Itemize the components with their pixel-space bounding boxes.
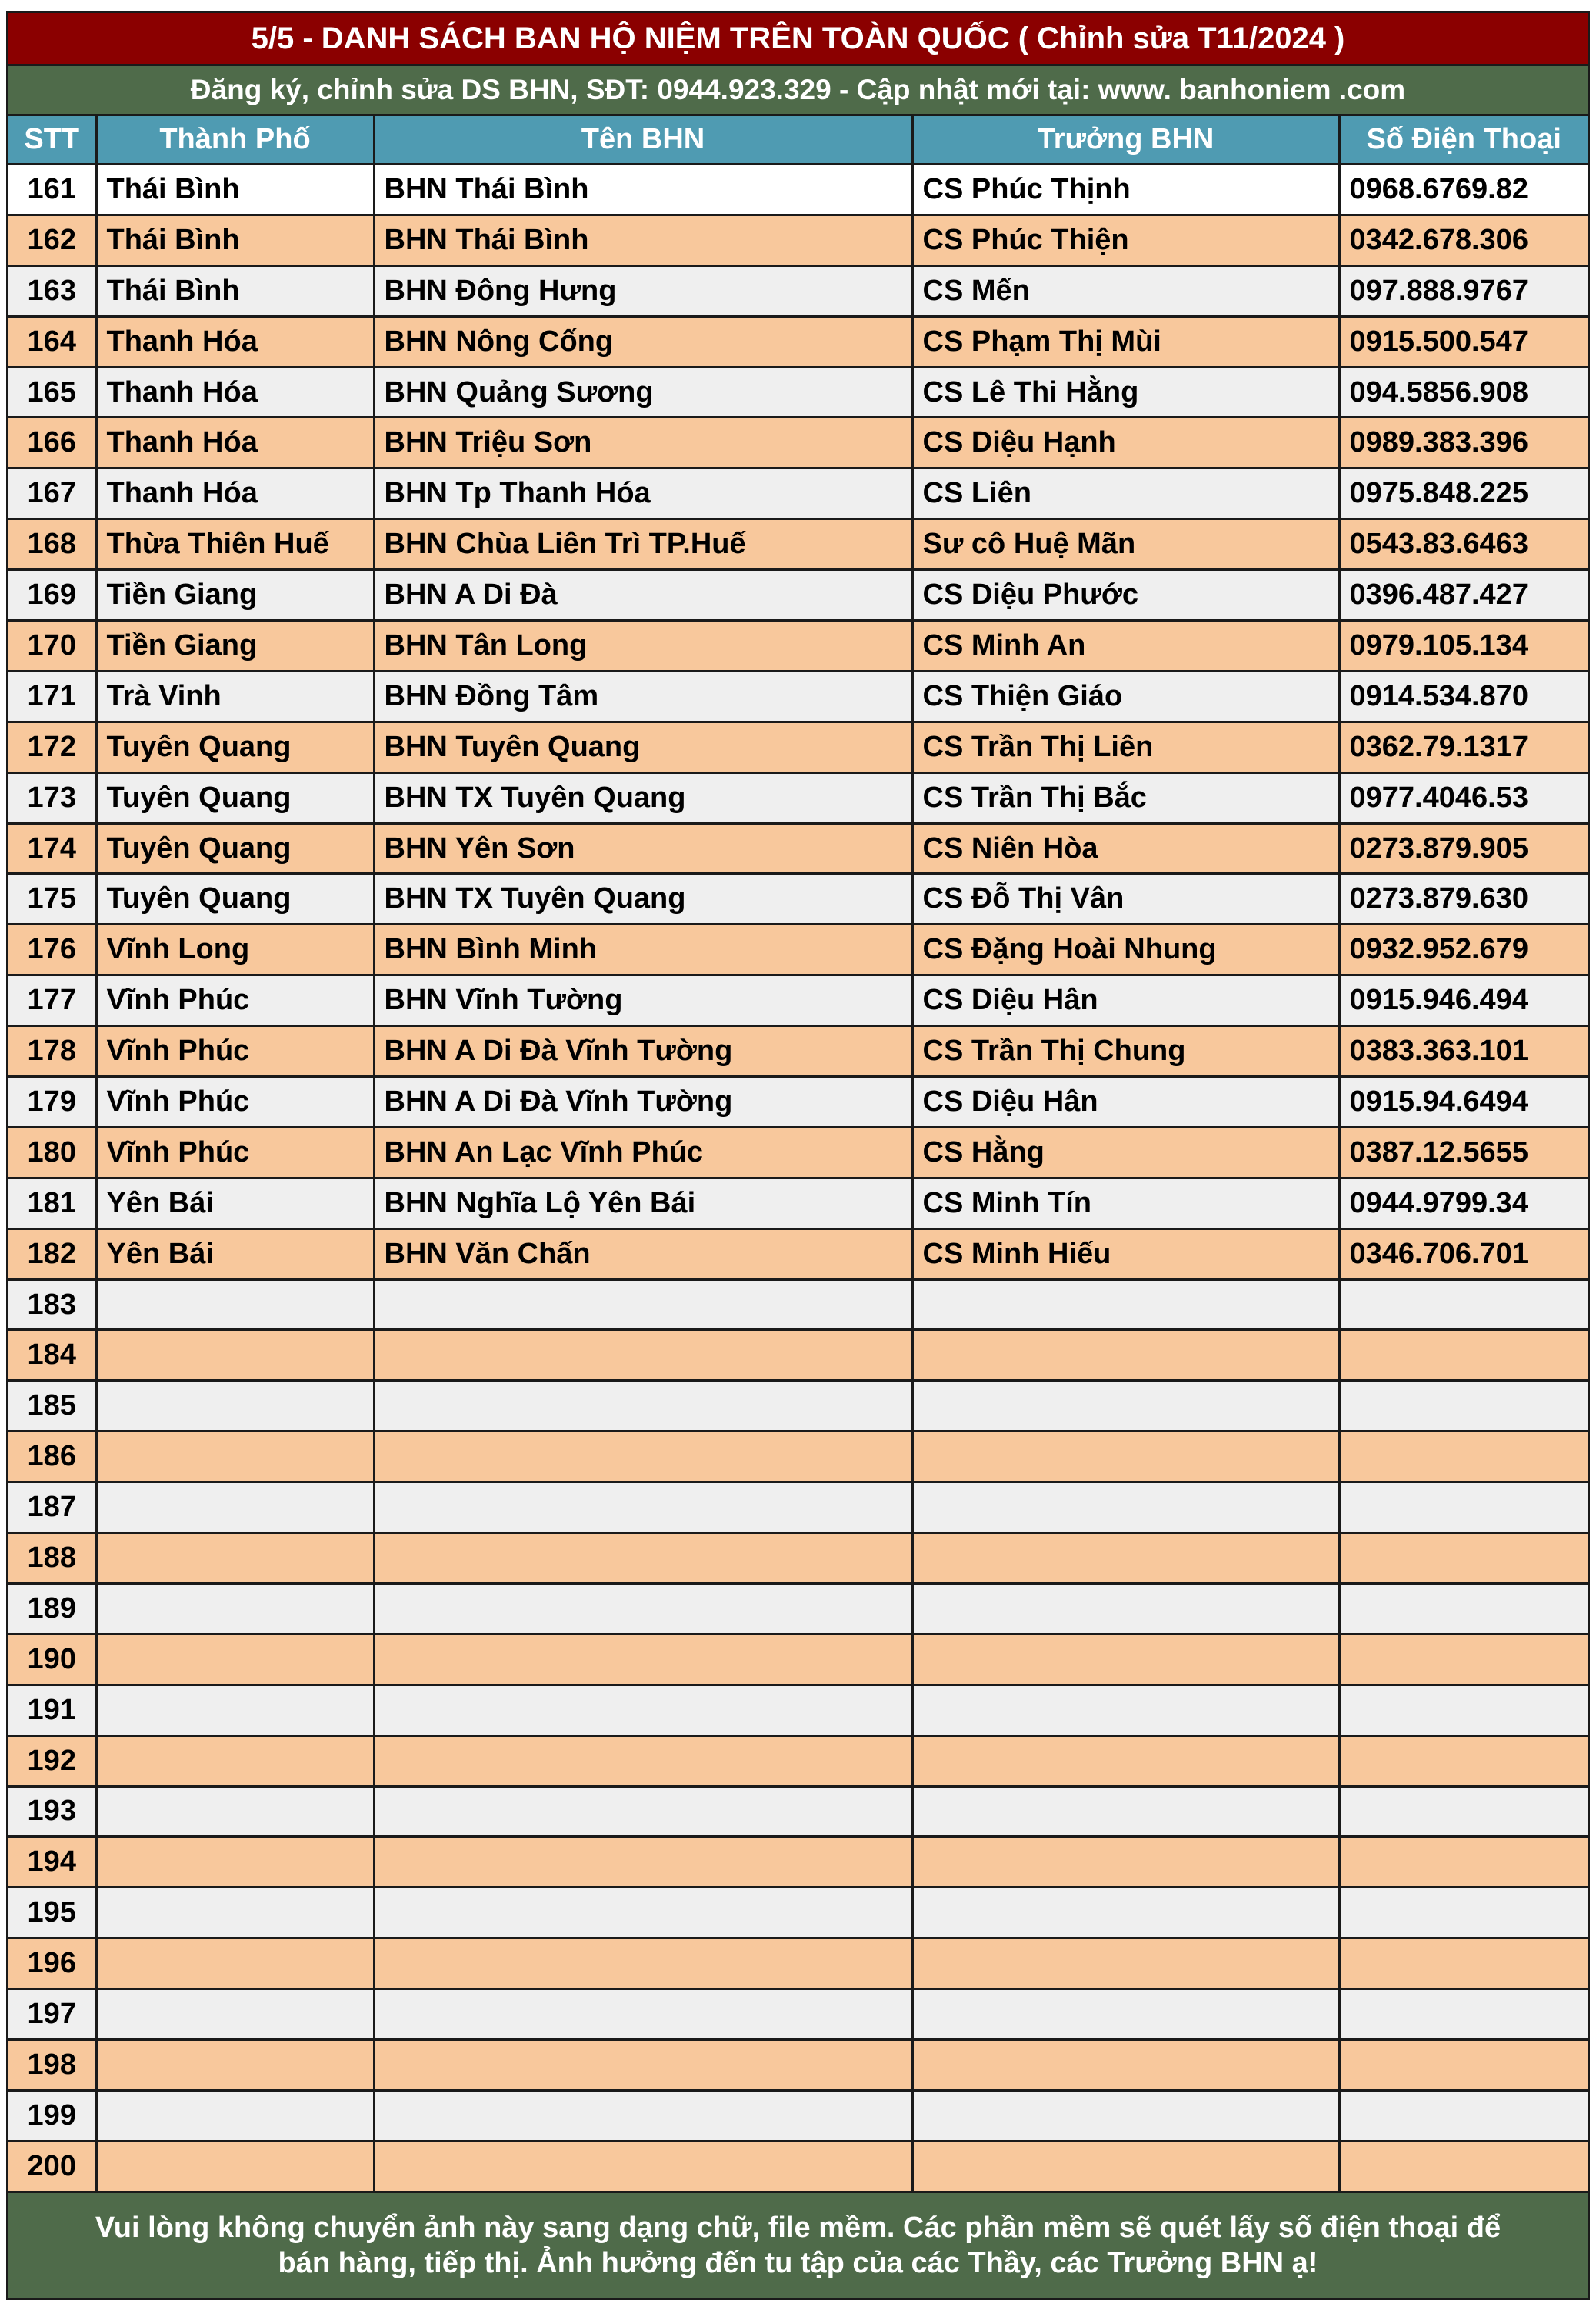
cell-leader xyxy=(912,1381,1339,1432)
cell-phone: 0977.4046.53 xyxy=(1339,772,1588,823)
column-header-phone: Số Điện Thoại xyxy=(1339,116,1588,165)
cell-phone: 0932.952.679 xyxy=(1339,925,1588,975)
table-row xyxy=(8,265,1588,316)
cell-phone xyxy=(1339,1634,1588,1685)
cell-stt: 167 xyxy=(8,468,96,519)
cell-city xyxy=(96,1583,374,1634)
cell-bhn-name: BHN Đồng Tâm xyxy=(374,671,912,722)
table-row xyxy=(8,1837,1588,1888)
cell-bhn-name: BHN Văn Chấn xyxy=(374,1228,912,1279)
cell-leader: CS Minh Tín xyxy=(912,1178,1339,1228)
cell-city xyxy=(96,1330,374,1381)
cell-phone xyxy=(1339,1482,1588,1533)
cell-bhn-name xyxy=(374,1330,912,1381)
cell-city xyxy=(96,1533,374,1584)
table-row xyxy=(8,2039,1588,2090)
cell-bhn-name xyxy=(374,2039,912,2090)
cell-leader: CS Trần Thị Bắc xyxy=(912,772,1339,823)
cell-bhn-name: BHN A Di Đà Vĩnh Tường xyxy=(374,1026,912,1077)
cell-city: Vĩnh Phúc xyxy=(96,975,374,1026)
table-row xyxy=(8,316,1588,367)
column-header-city: Thành Phố xyxy=(96,116,374,165)
cell-stt: 163 xyxy=(8,265,96,316)
cell-leader: CS Diệu Hân xyxy=(912,1077,1339,1128)
cell-phone xyxy=(1339,1938,1588,1989)
table-row xyxy=(8,1685,1588,1735)
cell-stt: 168 xyxy=(8,519,96,570)
cell-bhn-name xyxy=(374,1685,912,1735)
cell-phone: 0944.9799.34 xyxy=(1339,1178,1588,1228)
cell-bhn-name: BHN Nghĩa Lộ Yên Bái xyxy=(374,1178,912,1228)
cell-phone xyxy=(1339,1888,1588,1938)
cell-leader xyxy=(912,1989,1339,2040)
cell-bhn-name: BHN TX Tuyên Quang xyxy=(374,772,912,823)
cell-city xyxy=(96,1634,374,1685)
cell-bhn-name xyxy=(374,2090,912,2141)
cell-bhn-name: BHN Bình Minh xyxy=(374,925,912,975)
cell-bhn-name: BHN Yên Sơn xyxy=(374,823,912,874)
cell-leader: CS Minh Hiếu xyxy=(912,1228,1339,1279)
cell-stt: 166 xyxy=(8,418,96,468)
cell-city: Thừa Thiên Huế xyxy=(96,519,374,570)
cell-bhn-name xyxy=(374,1432,912,1482)
cell-bhn-name: BHN Vĩnh Tường xyxy=(374,975,912,1026)
cell-city: Tuyên Quang xyxy=(96,823,374,874)
cell-phone: 0915.94.6494 xyxy=(1339,1077,1588,1128)
cell-bhn-name: BHN Thái Bình xyxy=(374,215,912,265)
cell-stt: 177 xyxy=(8,975,96,1026)
cell-stt: 170 xyxy=(8,621,96,672)
cell-phone: 0979.105.134 xyxy=(1339,621,1588,672)
cell-leader xyxy=(912,1533,1339,1584)
cell-leader: CS Diệu Hạnh xyxy=(912,418,1339,468)
table-row xyxy=(8,1432,1588,1482)
cell-phone xyxy=(1339,1583,1588,1634)
table-row xyxy=(8,1634,1588,1685)
footer-notice xyxy=(8,2193,1588,2298)
table-row xyxy=(8,1482,1588,1533)
cell-phone xyxy=(1339,2090,1588,2141)
cell-phone xyxy=(1339,1279,1588,1330)
table-row xyxy=(8,1989,1588,2040)
cell-city xyxy=(96,1735,374,1786)
cell-bhn-name: BHN Tuyên Quang xyxy=(374,722,912,772)
table-row xyxy=(8,823,1588,874)
cell-phone xyxy=(1339,1989,1588,2040)
table-row xyxy=(8,621,1588,672)
cell-phone: 0273.879.630 xyxy=(1339,874,1588,925)
cell-stt: 189 xyxy=(8,1583,96,1634)
cell-leader xyxy=(912,1888,1339,1938)
table-row xyxy=(8,1026,1588,1077)
cell-bhn-name xyxy=(374,1533,912,1584)
cell-city xyxy=(96,1837,374,1888)
cell-leader xyxy=(912,2141,1339,2192)
table-row xyxy=(8,1888,1588,1938)
cell-stt: 194 xyxy=(8,1837,96,1888)
cell-leader xyxy=(912,1938,1339,1989)
cell-bhn-name: BHN Thái Bình xyxy=(374,165,912,215)
cell-leader: CS Phạm Thị Mùi xyxy=(912,316,1339,367)
cell-city: Thanh Hóa xyxy=(96,418,374,468)
cell-city: Yên Bái xyxy=(96,1178,374,1228)
cell-phone: 0915.946.494 xyxy=(1339,975,1588,1026)
cell-stt: 176 xyxy=(8,925,96,975)
table-row xyxy=(8,1077,1588,1128)
table-row xyxy=(8,874,1588,925)
cell-city: Thái Bình xyxy=(96,215,374,265)
cell-bhn-name: BHN TX Tuyên Quang xyxy=(374,874,912,925)
cell-bhn-name xyxy=(374,1583,912,1634)
cell-city: Vĩnh Phúc xyxy=(96,1127,374,1178)
cell-phone: 0975.848.225 xyxy=(1339,468,1588,519)
cell-phone: 0383.363.101 xyxy=(1339,1026,1588,1077)
cell-stt: 190 xyxy=(8,1634,96,1685)
cell-city xyxy=(96,1432,374,1482)
cell-leader xyxy=(912,1634,1339,1685)
cell-city: Thanh Hóa xyxy=(96,468,374,519)
cell-phone xyxy=(1339,2141,1588,2192)
cell-leader xyxy=(912,2090,1339,2141)
cell-stt: 191 xyxy=(8,1685,96,1735)
table-row xyxy=(8,1583,1588,1634)
cell-stt: 161 xyxy=(8,165,96,215)
cell-stt: 185 xyxy=(8,1381,96,1432)
cell-bhn-name: BHN Nông Cống xyxy=(374,316,912,367)
cell-leader xyxy=(912,1735,1339,1786)
cell-bhn-name: BHN An Lạc Vĩnh Phúc xyxy=(374,1127,912,1178)
table-row xyxy=(8,772,1588,823)
cell-bhn-name xyxy=(374,1381,912,1432)
table-row xyxy=(8,671,1588,722)
footer-line-2: bán hàng, tiếp thị. Ảnh hưởng đến tu tập của các Thầy, các Trưởng BHN ạ! xyxy=(278,2246,1318,2279)
cell-stt: 187 xyxy=(8,1482,96,1533)
cell-leader xyxy=(912,2039,1339,2090)
table-row xyxy=(8,367,1588,418)
table-row xyxy=(8,1938,1588,1989)
cell-city: Tuyên Quang xyxy=(96,874,374,925)
cell-phone xyxy=(1339,1330,1588,1381)
cell-phone xyxy=(1339,2039,1588,2090)
cell-phone: 0387.12.5655 xyxy=(1339,1127,1588,1178)
cell-phone xyxy=(1339,1786,1588,1837)
cell-city xyxy=(96,1938,374,1989)
cell-city xyxy=(96,1786,374,1837)
cell-leader: CS Phúc Thịnh xyxy=(912,165,1339,215)
cell-leader xyxy=(912,1837,1339,1888)
cell-leader: CS Thiện Giáo xyxy=(912,671,1339,722)
cell-city xyxy=(96,2090,374,2141)
table-row xyxy=(8,1735,1588,1786)
cell-stt: 184 xyxy=(8,1330,96,1381)
cell-phone xyxy=(1339,1381,1588,1432)
cell-stt: 183 xyxy=(8,1279,96,1330)
cell-bhn-name: BHN A Di Đà Vĩnh Tường xyxy=(374,1077,912,1128)
cell-bhn-name xyxy=(374,1837,912,1888)
cell-leader xyxy=(912,1432,1339,1482)
cell-stt: 174 xyxy=(8,823,96,874)
table-row xyxy=(8,1330,1588,1381)
cell-bhn-name xyxy=(374,1634,912,1685)
cell-stt: 171 xyxy=(8,671,96,722)
footer-line-1: Vui lòng không chuyển ảnh này sang dạng chữ, file mềm. Các phần mềm sẽ quét lấy số điện thoại để xyxy=(95,2211,1501,2244)
table-row xyxy=(8,2141,1588,2192)
cell-phone: 0342.678.306 xyxy=(1339,215,1588,265)
cell-bhn-name: BHN Chùa Liên Trì TP.Huế xyxy=(374,519,912,570)
table-row xyxy=(8,1279,1588,1330)
cell-bhn-name xyxy=(374,1786,912,1837)
cell-stt: 173 xyxy=(8,772,96,823)
cell-stt: 195 xyxy=(8,1888,96,1938)
cell-leader: CS Đặng Hoài Nhung xyxy=(912,925,1339,975)
column-header-leader: Trưởng BHN xyxy=(912,116,1339,165)
cell-bhn-name: BHN A Di Đà xyxy=(374,570,912,621)
cell-phone: 0273.879.905 xyxy=(1339,823,1588,874)
cell-leader: CS Mến xyxy=(912,265,1339,316)
cell-leader xyxy=(912,1482,1339,1533)
cell-phone xyxy=(1339,1533,1588,1584)
table-row xyxy=(8,570,1588,621)
cell-phone: 097.888.9767 xyxy=(1339,265,1588,316)
cell-leader xyxy=(912,1786,1339,1837)
cell-leader: CS Hằng xyxy=(912,1127,1339,1178)
cell-stt: 178 xyxy=(8,1026,96,1077)
cell-stt: 200 xyxy=(8,2141,96,2192)
cell-bhn-name: BHN Đông Hưng xyxy=(374,265,912,316)
table-row xyxy=(8,1533,1588,1584)
column-header-name: Tên BHN xyxy=(374,116,912,165)
table-row xyxy=(8,468,1588,519)
cell-stt: 182 xyxy=(8,1228,96,1279)
table-body xyxy=(8,165,1588,2192)
cell-stt: 197 xyxy=(8,1989,96,2040)
cell-leader: CS Đỗ Thị Vân xyxy=(912,874,1339,925)
cell-city: Vĩnh Phúc xyxy=(96,1077,374,1128)
cell-stt: 180 xyxy=(8,1127,96,1178)
cell-leader: CS Trần Thị Liên xyxy=(912,722,1339,772)
cell-bhn-name xyxy=(374,1279,912,1330)
cell-bhn-name: BHN Triệu Sơn xyxy=(374,418,912,468)
cell-stt: 196 xyxy=(8,1938,96,1989)
column-header-stt: STT xyxy=(8,116,96,165)
cell-phone: 0543.83.6463 xyxy=(1339,519,1588,570)
cell-stt: 186 xyxy=(8,1432,96,1482)
cell-leader: CS Liên xyxy=(912,468,1339,519)
cell-phone xyxy=(1339,1837,1588,1888)
cell-leader: CS Diệu Phước xyxy=(912,570,1339,621)
cell-phone: 0396.487.427 xyxy=(1339,570,1588,621)
cell-stt: 199 xyxy=(8,2090,96,2141)
cell-city: Thanh Hóa xyxy=(96,316,374,367)
cell-leader xyxy=(912,1685,1339,1735)
page-subtitle: Đăng ký, chỉnh sửa DS BHN, SĐT: 0944.923.329 - Cập nhật mới tại: www. banhoniem .com xyxy=(8,66,1588,116)
directory-table xyxy=(8,116,1588,2193)
cell-phone xyxy=(1339,1432,1588,1482)
cell-stt: 198 xyxy=(8,2039,96,2090)
table-row xyxy=(8,165,1588,215)
cell-leader: CS Niên Hòa xyxy=(912,823,1339,874)
cell-stt: 188 xyxy=(8,1533,96,1584)
cell-phone xyxy=(1339,1685,1588,1735)
cell-stt: 192 xyxy=(8,1735,96,1786)
cell-bhn-name xyxy=(374,1735,912,1786)
table-row xyxy=(8,1178,1588,1228)
cell-phone: 0989.383.396 xyxy=(1339,418,1588,468)
table-row xyxy=(8,722,1588,772)
cell-stt: 162 xyxy=(8,215,96,265)
cell-phone: 0915.500.547 xyxy=(1339,316,1588,367)
cell-bhn-name: BHN Tân Long xyxy=(374,621,912,672)
cell-city: Thái Bình xyxy=(96,265,374,316)
cell-bhn-name: BHN Tp Thanh Hóa xyxy=(374,468,912,519)
cell-stt: 179 xyxy=(8,1077,96,1128)
cell-city: Tuyên Quang xyxy=(96,772,374,823)
cell-bhn-name xyxy=(374,2141,912,2192)
cell-leader: CS Diệu Hân xyxy=(912,975,1339,1026)
cell-city: Thanh Hóa xyxy=(96,367,374,418)
cell-stt: 172 xyxy=(8,722,96,772)
page-title: 5/5 - DANH SÁCH BAN HỘ NIỆM TRÊN TOÀN QUỐC ( Chỉnh sửa T11/2024 ) xyxy=(8,13,1588,66)
cell-city: Vĩnh Phúc xyxy=(96,1026,374,1077)
cell-city: Tiền Giang xyxy=(96,621,374,672)
cell-bhn-name xyxy=(374,1938,912,1989)
table-row xyxy=(8,1786,1588,1837)
cell-bhn-name xyxy=(374,1888,912,1938)
table-row xyxy=(8,1127,1588,1178)
cell-bhn-name: BHN Quảng Sương xyxy=(374,367,912,418)
table-row xyxy=(8,519,1588,570)
cell-city: Thái Bình xyxy=(96,165,374,215)
table-row xyxy=(8,215,1588,265)
cell-phone: 0362.79.1317 xyxy=(1339,722,1588,772)
cell-leader: CS Minh An xyxy=(912,621,1339,672)
cell-leader: Sư cô Huệ Mãn xyxy=(912,519,1339,570)
cell-leader xyxy=(912,1330,1339,1381)
table-row xyxy=(8,418,1588,468)
cell-stt: 165 xyxy=(8,367,96,418)
table-row xyxy=(8,2090,1588,2141)
cell-leader xyxy=(912,1583,1339,1634)
cell-city: Yên Bái xyxy=(96,1228,374,1279)
cell-city: Trà Vinh xyxy=(96,671,374,722)
cell-phone: 0968.6769.82 xyxy=(1339,165,1588,215)
cell-city xyxy=(96,1279,374,1330)
table-row xyxy=(8,1228,1588,1279)
cell-stt: 175 xyxy=(8,874,96,925)
cell-leader: CS Trần Thị Chung xyxy=(912,1026,1339,1077)
cell-city xyxy=(96,1888,374,1938)
cell-leader xyxy=(912,1279,1339,1330)
cell-phone xyxy=(1339,1735,1588,1786)
cell-city: Vĩnh Long xyxy=(96,925,374,975)
cell-city xyxy=(96,2141,374,2192)
cell-leader: CS Lê Thi Hằng xyxy=(912,367,1339,418)
cell-stt: 193 xyxy=(8,1786,96,1837)
cell-phone: 0914.534.870 xyxy=(1339,671,1588,722)
cell-city xyxy=(96,2039,374,2090)
cell-city: Tiền Giang xyxy=(96,570,374,621)
cell-city xyxy=(96,1381,374,1432)
cell-city: Tuyên Quang xyxy=(96,722,374,772)
table-row xyxy=(8,1381,1588,1432)
table-header-row xyxy=(8,116,1588,165)
cell-stt: 181 xyxy=(8,1178,96,1228)
cell-stt: 164 xyxy=(8,316,96,367)
cell-city xyxy=(96,1685,374,1735)
cell-phone: 094.5856.908 xyxy=(1339,367,1588,418)
cell-phone: 0346.706.701 xyxy=(1339,1228,1588,1279)
cell-city xyxy=(96,1482,374,1533)
cell-leader: CS Phúc Thiện xyxy=(912,215,1339,265)
directory-sheet xyxy=(6,11,1590,2300)
cell-bhn-name xyxy=(374,1482,912,1533)
table-row xyxy=(8,975,1588,1026)
cell-city xyxy=(96,1989,374,2040)
table-row xyxy=(8,925,1588,975)
cell-stt: 169 xyxy=(8,570,96,621)
cell-bhn-name xyxy=(374,1989,912,2040)
